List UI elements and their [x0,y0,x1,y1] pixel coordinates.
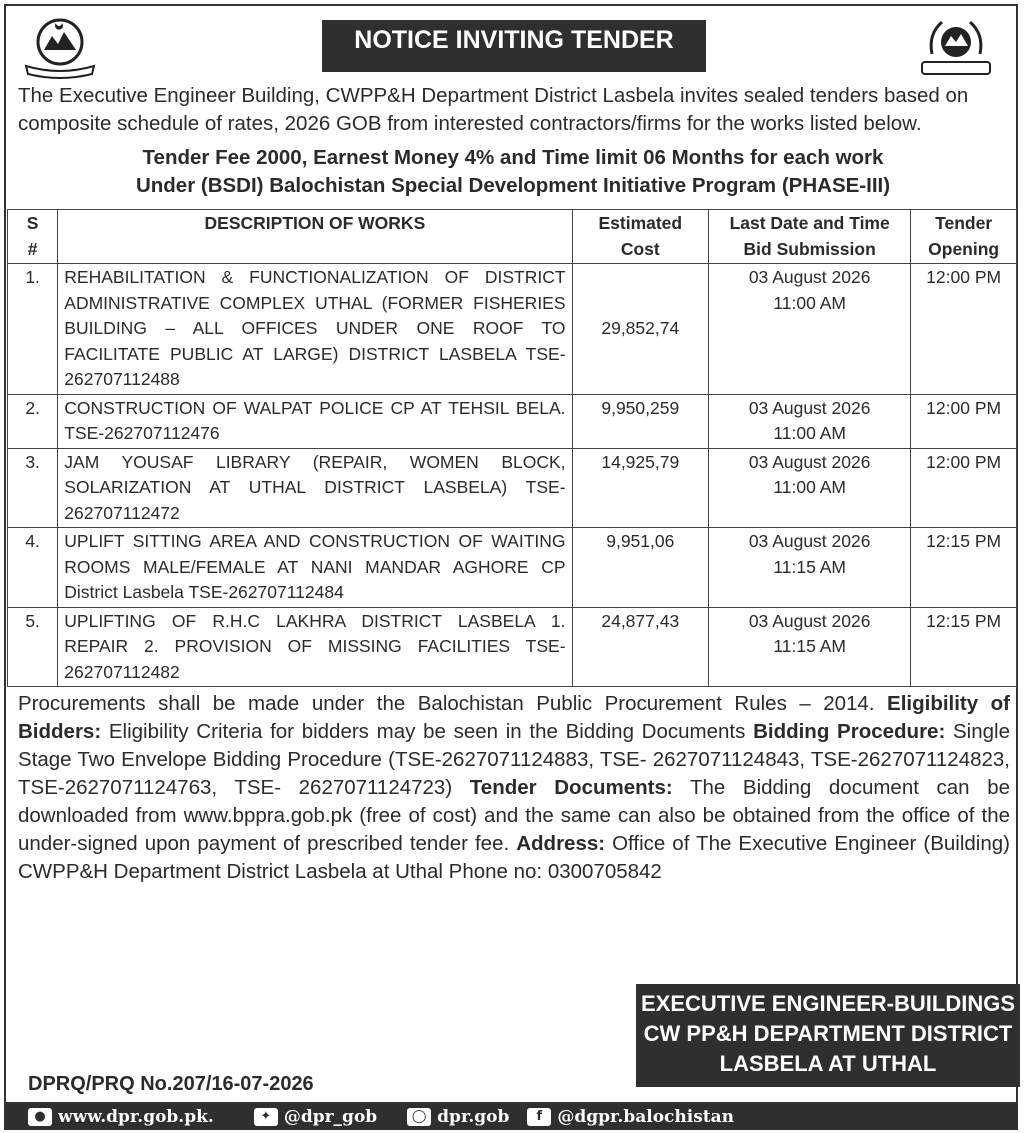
table-row [8,264,1017,395]
row-description: UPLIFTING OF R.H.C LAKHRA DISTRICT LASBELA 1. REPAIR 2. PROVISION OF MISSING FACILITIES TSE-262707112482 [58,607,572,687]
signature-block: EXECUTIVE ENGINEER-BUILDINGS CW PP&H DEPARTMENT DISTRICT LASBELA AT UTHAL [636,984,1020,1087]
page-title: NOTICE INVITING TENDER [322,20,706,72]
row-opening: 12:00 PM [911,264,1017,395]
row-serial: 2. [8,394,58,448]
row-serial: 1. [8,264,58,395]
address-heading: Address: [516,832,606,855]
facebook-icon: f [527,1108,551,1126]
documents-heading: Tender Documents: [469,776,673,799]
header-description: DESCRIPTION OF WORKS [58,210,572,264]
row-description: UPLIFT SITTING AREA AND CONSTRUCTION OF WAITING ROOMS MALE/FEMALE AT NANI MANDAR AGHORE CP District Lasbela TSE-262707112484 [58,528,572,608]
row-cost: 24,877,43 [572,607,709,687]
footer-twitter[interactable]: ✦ @dpr_gob [254,1104,377,1130]
row-last-date: 03 August 2026 11:15 AM [709,528,911,608]
footer-bar [4,1104,1018,1130]
row-cost: 29,852,74 [572,264,709,395]
row-last-date: 03 August 2026 11:00 AM [709,264,911,395]
table-row [8,528,1017,608]
row-opening: 12:00 PM [911,394,1017,448]
row-description: JAM YOUSAF LIBRARY (REPAIR, WOMEN BLOCK, SOLARIZATION AT UTHAL DISTRICT LASBELA) TSE-262707112472 [58,448,572,528]
row-last-date: 03 August 2026 11:00 AM [709,394,911,448]
footer-website[interactable]: ● www.dpr.gob.pk. [28,1104,214,1130]
row-last-date: 03 August 2026 11:00 AM [709,448,911,528]
row-cost: 14,925,79 [572,448,709,528]
row-opening: 12:00 PM [911,448,1017,528]
table-row [8,394,1017,448]
procurement-paragraph: Procurements shall be made under the Balochistan Public Procurement Rules – 2014. Eligibility of Bidders: Eligibility Criteria for bidders may be seen in the Bidding Documents Bidding Procedure: Single Stage Two Envelope Bidding Procedure (TSE-2627071124883, TSE- 2627071124843, TSE-2627071124823, TSE-2627071124763, TSE- 2627071124723) Tender Documents: The Bidding document can be downloaded from www.bppra.gob.pk (free of cost) and the same can also be obtained from the office of the under-signed upon payment of prescribed tender fee. Address: Office of The Executive Engineer (Building) CWPP&H Department District Lasbela at Uthal Phone no: 0300705842 [18,692,1011,883]
procedure-heading: Bidding Procedure: [753,720,946,743]
row-serial: 3. [8,448,58,528]
table-header-row [8,210,1017,264]
dgpr-emblem-icon [918,14,994,80]
globe-icon: ● [28,1108,52,1126]
dprq-number: DPRQ/PRQ No.207/16-07-2026 [28,1073,314,1095]
row-opening: 12:15 PM [911,607,1017,687]
row-opening: 12:15 PM [911,528,1017,608]
row-serial: 4. [8,528,58,608]
row-last-date: 03 August 2026 11:15 AM [709,607,911,687]
program-line: Under (BSDI) Balochistan Special Development Initiative Program (PHASE-III) [135,174,891,197]
works-table [7,209,1017,687]
row-description: CONSTRUCTION OF WALPAT POLICE CP AT TEHSIL BELA. TSE-262707112476 [58,394,572,448]
balochistan-emblem-icon [22,14,98,80]
twitter-icon: ✦ [254,1108,278,1126]
footer-instagram[interactable]: ◯ dpr.gob [407,1104,509,1130]
footer-facebook[interactable]: f @dgpr.balochistan [527,1104,734,1130]
header-last-date: Last Date and Time Bid Submission [709,210,911,264]
instagram-icon: ◯ [407,1108,431,1126]
row-cost: 9,950,259 [572,394,709,448]
tender-fee-block [18,144,1008,200]
header-serial: S # [8,210,58,264]
row-description: REHABILITATION & FUNCTIONALIZATION OF DISTRICT ADMINISTRATIVE COMPLEX UTHAL (FORMER FISHERIES BUILDING – ALL OFFICES UNDER ONE ROOF TO FACILITATE PUBLIC AT LARGE) DISTRICT LASBELA TSE-262707112488 [58,264,572,395]
eligibility-heading: Eligibility of Bidders: [18,692,1010,743]
tender-fee-line: Tender Fee 2000, Earnest Money 4% and Time limit 06 Months for each work [142,146,884,169]
table-row [8,448,1017,528]
header-tender-opening: Tender Opening [911,210,1017,264]
header-estimated-cost: Estimated Cost [572,210,709,264]
row-cost: 9,951,06 [572,528,709,608]
intro-paragraph: The Executive Engineer Building, CWPP&H Department District Lasbela invites sealed tenders based on composite schedule of rates, 2026 GOB from interested contractors/firms for the works listed below. [18,84,969,135]
table-row [8,607,1017,687]
row-serial: 5. [8,607,58,687]
